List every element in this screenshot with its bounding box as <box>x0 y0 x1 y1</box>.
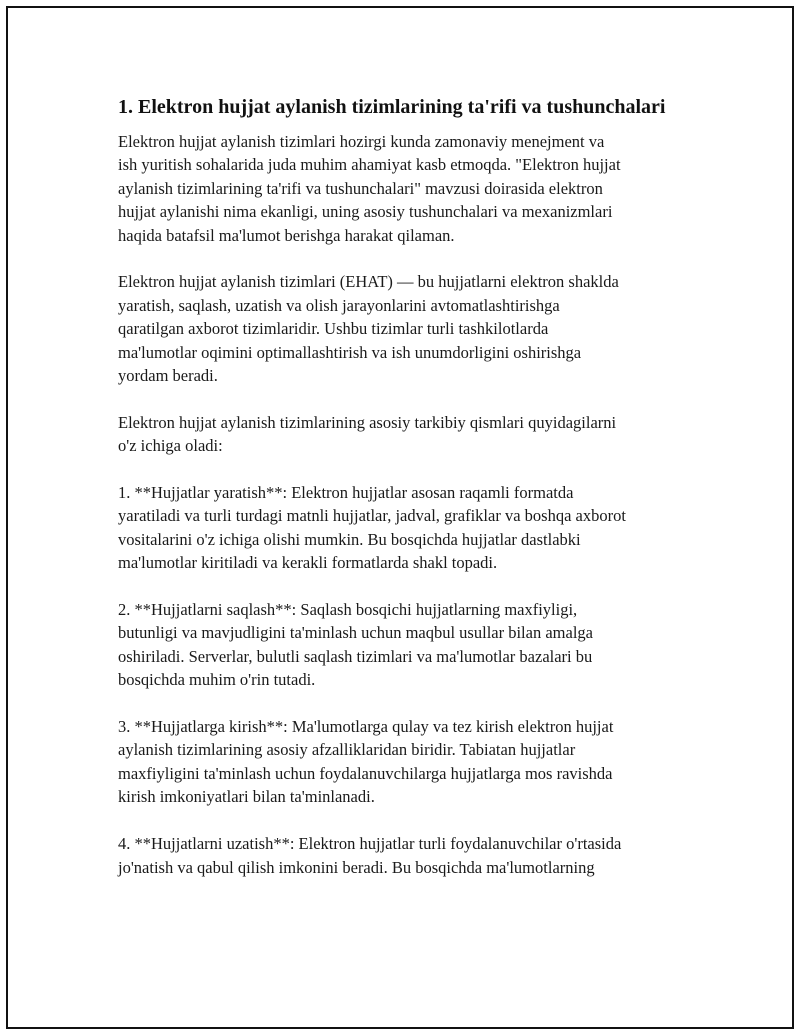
paragraph-intro: Elektron hujjat aylanish tizimlari hozirgi kunda zamonaviy menejment va ish yuritish sohalarida juda muhim ahamiyat kasb etmoqda. "Elektron hujjat aylanish tizimlarining ta'rifi va tushunchalari" mavzusi doirasida elektron hujjat aylanishi nima ekanligi, uning asosiy tushunchalari va mexanizmlari haqida batafsil ma'lumot berishga harakat qilaman. <box>118 132 621 245</box>
paragraph-components-intro: Elektron hujjat aylanish tizimlarining asosiy tarkibiy qismlari quyidagilarni o'z ichiga oladi: <box>118 412 617 456</box>
list-item-access: 3. **Hujjatlarga kirish**: Ma'lumotlarga qulay va tez kirish elektron hujjat aylanish tizimlarining asosiy afzalliklaridan biridir. Tabiatan hujjatlar maxfiyligini ta'minlash uchun foydalanuvchilarga hujjatlarga mos ravishda kirish imkoniyatlari bilan ta'minlanadi. <box>118 717 614 807</box>
document-body <box>118 94 708 902</box>
list-item-transfer: 4. **Hujjatlarni uzatish**: Elektron hujjatlar turli foydalanuvchilar o'rtasida jo'natish va qabul qilish imkonini beradi. Bu bosqichda ma'lumotlarning <box>118 834 622 877</box>
paragraph-definition: Elektron hujjat aylanish tizimlari (EHAT) — bu hujjatlarni elektron shaklda yaratish, saqlash, uzatish va olish jarayonlarini avtomatlashtirishga qaratilgan axborot tizimlaridir. Ushbu tizimlar turli tashkilotlarda ma'lumotlar oqimini optimallashtirish va ish unumdorligini oshirishga yordam beradi. <box>118 272 619 386</box>
list-item-storage: 2. **Hujjatlarni saqlash**: Saqlash bosqichi hujjatlarning maxfiyligi, butunligi va mavjudligini ta'minlash uchun maqbul usullar bilan amalga oshiriladi. Serverlar, bulutli saqlash tizimlari va ma'lumotlar bazalari bu bosqichda muhim o'rin tutadi. <box>118 600 593 690</box>
section-heading: 1. Elektron hujjat aylanish tizimlarining ta'rifi va tushunchalari <box>118 96 666 118</box>
list-item-creation: 1. **Hujjatlar yaratish**: Elektron hujjatlar asosan raqamli formatda yaratiladi va turli turdagi matnli hujjatlar, jadval, grafiklar va boshqa axborot vositalarini o'z ichiga olishi mumkin. Bu bosqichda hujjatlar dastlabki ma'lumotlar kiritiladi va kerakli formatlarda shakl topadi. <box>118 483 626 573</box>
